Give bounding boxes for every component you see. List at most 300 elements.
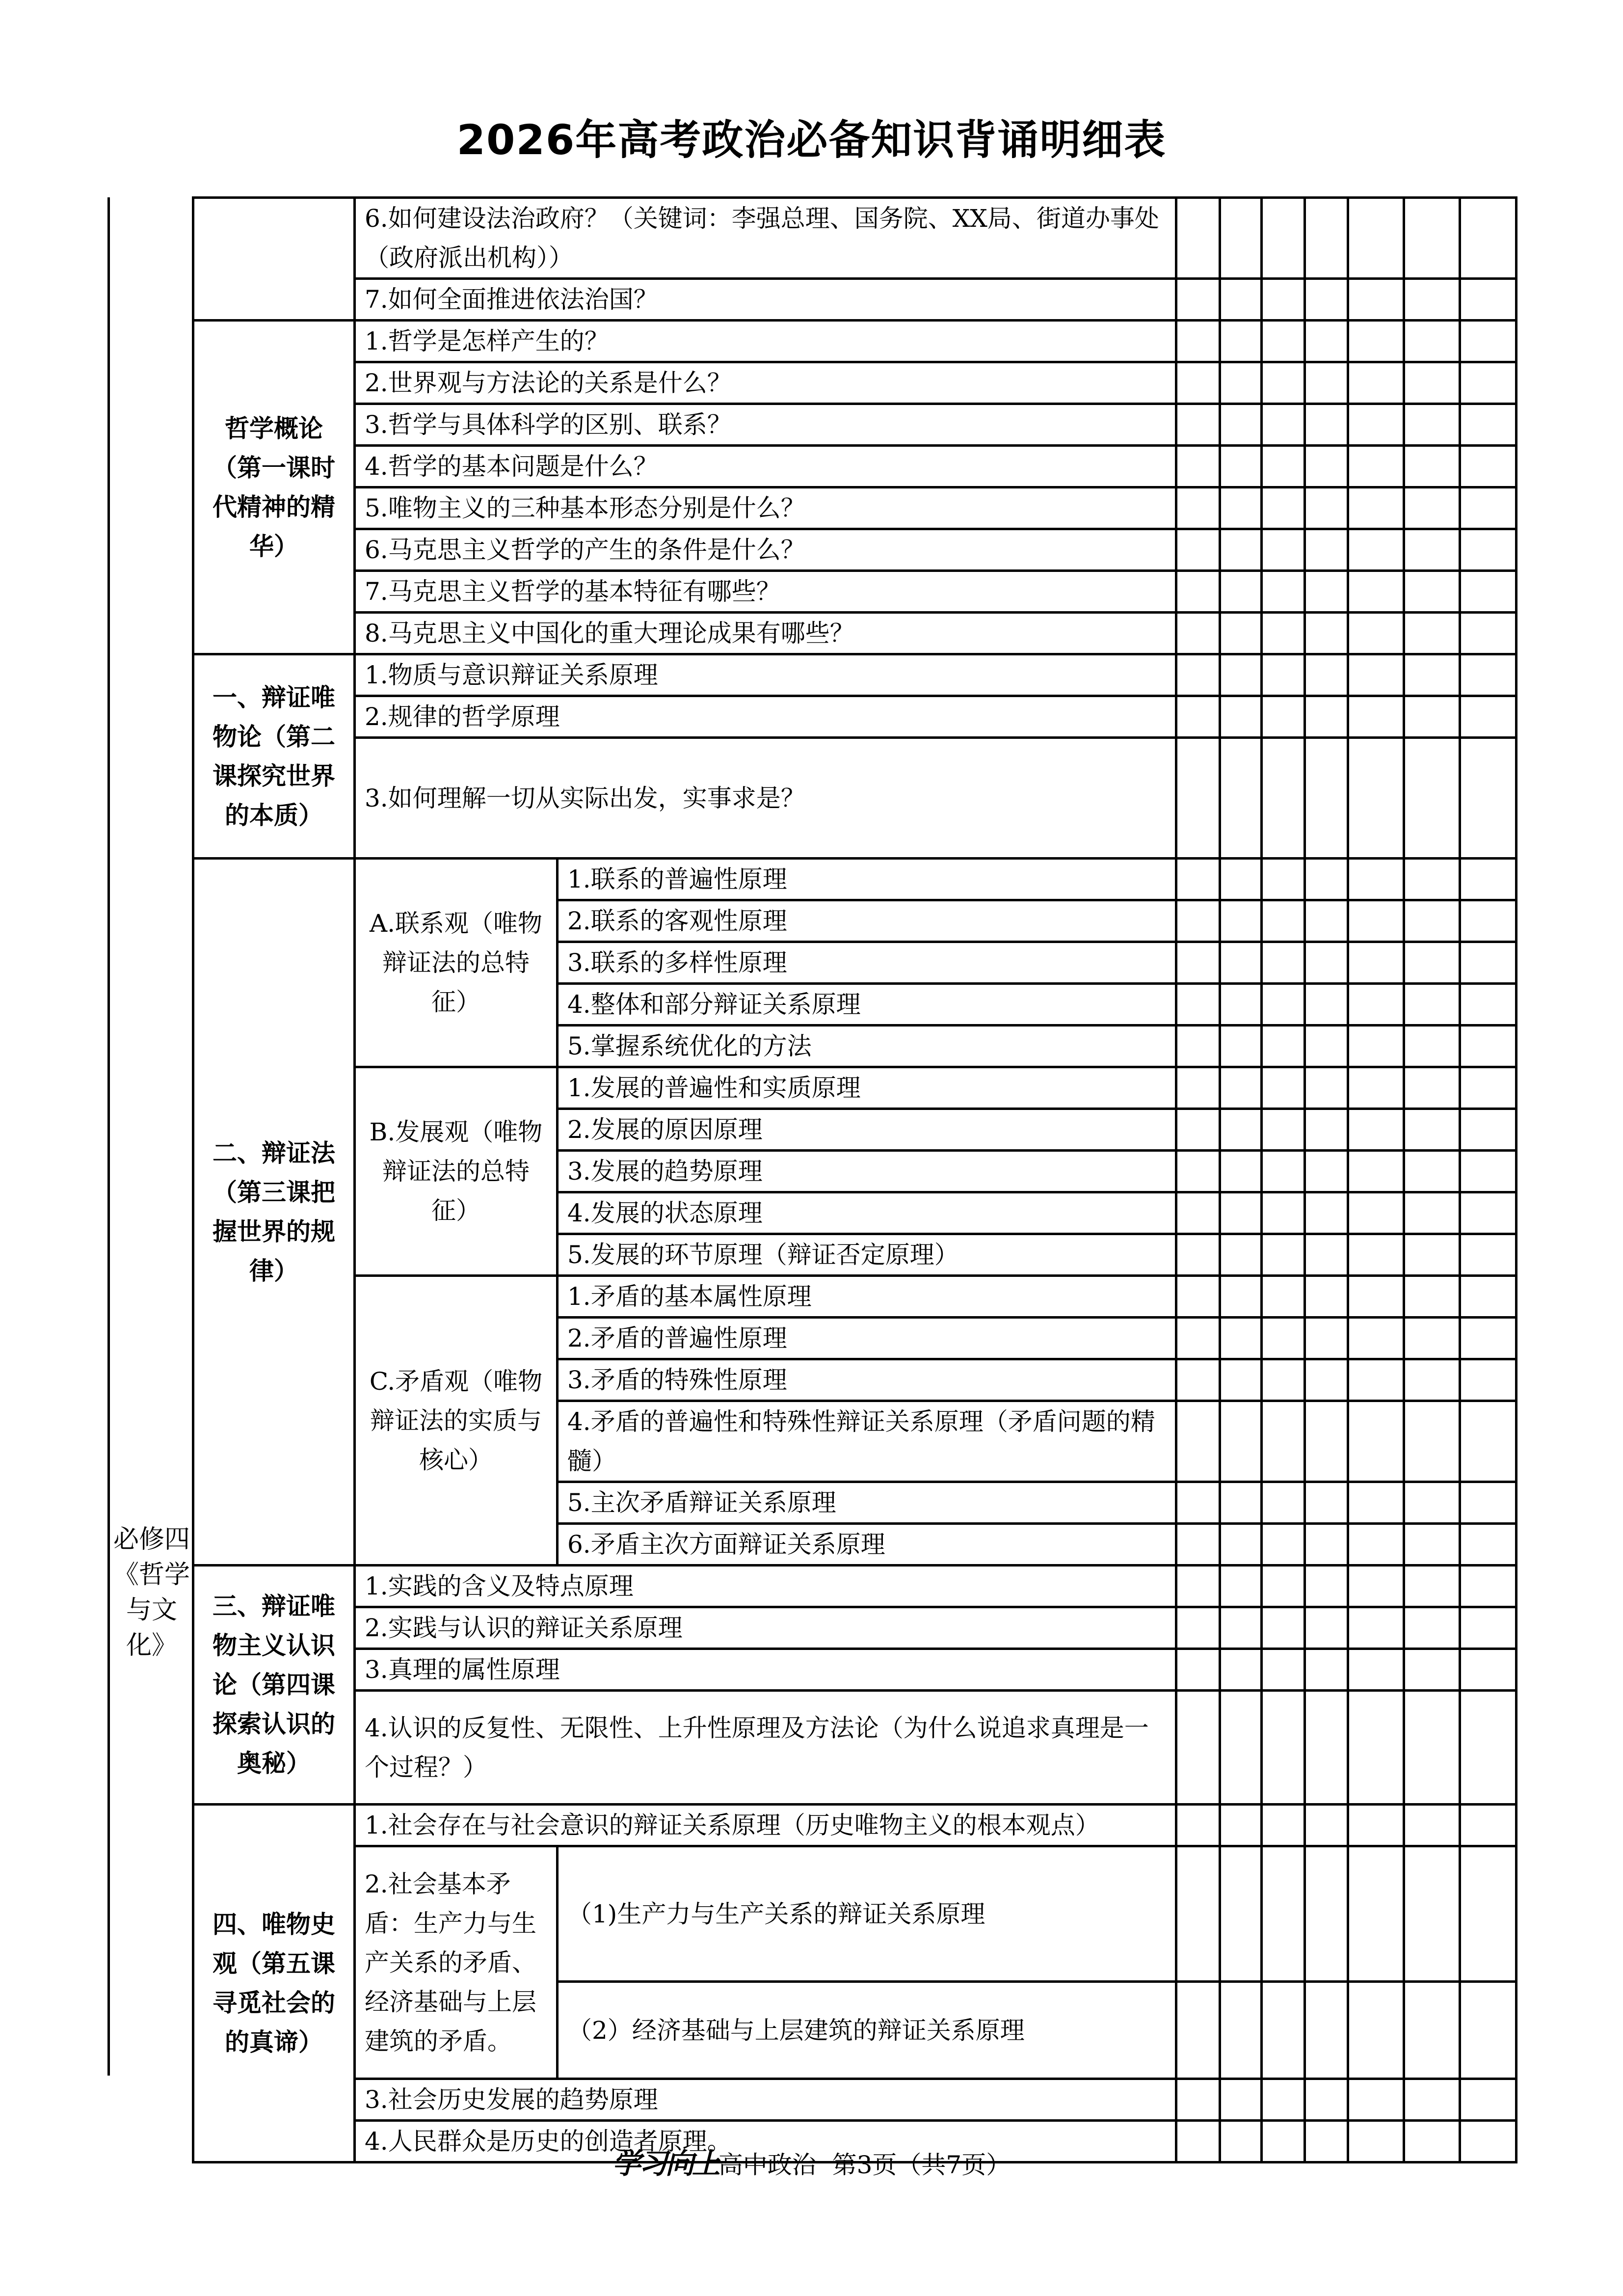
check-cell[interactable]	[1262, 654, 1305, 696]
check-cell[interactable]	[1348, 1846, 1404, 1982]
check-cell[interactable]	[1460, 487, 1517, 529]
module-label	[111, 1522, 192, 1663]
item-cell: 1.联系的普遍性原理	[558, 859, 1176, 900]
check-cell[interactable]	[1460, 696, 1517, 738]
check-cell[interactable]	[1460, 654, 1517, 696]
check-cell[interactable]	[1460, 1607, 1517, 1649]
check-cell[interactable]	[1262, 1276, 1305, 1318]
check-cell[interactable]	[1262, 1318, 1305, 1359]
check-cell[interactable]	[1262, 571, 1305, 613]
check-cell[interactable]	[1262, 279, 1305, 321]
check-cell[interactable]	[1220, 1276, 1262, 1318]
check-cell[interactable]	[1176, 859, 1220, 900]
check-cell[interactable]	[1220, 404, 1262, 446]
check-cell[interactable]	[1305, 446, 1348, 487]
check-cell[interactable]	[1262, 1482, 1305, 1524]
check-cell[interactable]	[1305, 1359, 1348, 1401]
check-cell[interactable]	[1305, 654, 1348, 696]
check-cell[interactable]	[1262, 1846, 1305, 1982]
check-cell[interactable]	[1176, 1846, 1220, 1982]
check-cell[interactable]	[1404, 1982, 1460, 2079]
check-cell[interactable]	[1220, 1607, 1262, 1649]
check-cell[interactable]	[1305, 696, 1348, 738]
check-cell[interactable]	[1348, 738, 1404, 859]
check-cell[interactable]	[1460, 738, 1517, 859]
check-cell[interactable]	[1262, 529, 1305, 571]
check-cell[interactable]	[1404, 654, 1460, 696]
check-cell[interactable]	[1460, 1566, 1517, 1607]
check-cell[interactable]	[1262, 446, 1305, 487]
check-cell[interactable]	[1176, 1318, 1220, 1359]
check-cell[interactable]	[1305, 1566, 1348, 1607]
check-cell[interactable]	[1305, 1026, 1348, 1067]
check-cell[interactable]	[1220, 2079, 1262, 2121]
check-cell[interactable]	[1404, 1234, 1460, 1276]
item-cell: 4.哲学的基本问题是什么？	[355, 446, 1176, 487]
check-cell[interactable]	[1460, 529, 1517, 571]
check-cell[interactable]	[1305, 487, 1348, 529]
check-cell[interactable]	[1262, 362, 1305, 404]
check-cell[interactable]	[1348, 2079, 1404, 2121]
check-cell[interactable]	[1262, 198, 1305, 279]
item-cell: 2.世界观与方法论的关系是什么？	[355, 362, 1176, 404]
check-cell[interactable]	[1460, 1151, 1517, 1192]
check-cell[interactable]	[1305, 1607, 1348, 1649]
check-cell[interactable]	[1348, 321, 1404, 362]
check-cell[interactable]	[1348, 859, 1404, 900]
check-cell[interactable]	[1220, 1691, 1262, 1805]
check-cell[interactable]	[1262, 1401, 1305, 1482]
check-cell[interactable]	[1176, 1026, 1220, 1067]
check-cell[interactable]	[1176, 738, 1220, 859]
check-cell[interactable]	[1176, 2079, 1220, 2121]
check-cell[interactable]	[1460, 1524, 1517, 1566]
check-cell[interactable]	[1348, 1359, 1404, 1401]
check-cell[interactable]	[1404, 1482, 1460, 1524]
check-cell[interactable]	[1220, 487, 1262, 529]
item-cell: 3.发展的趋势原理	[558, 1151, 1176, 1192]
item-cell: 4.矛盾的普遍性和特殊性辩证关系原理（矛盾问题的精髓）	[558, 1401, 1176, 1482]
check-cell[interactable]	[1220, 529, 1262, 571]
check-cell[interactable]	[1460, 900, 1517, 942]
check-cell[interactable]	[1348, 613, 1404, 654]
check-cell[interactable]	[1348, 1151, 1404, 1192]
check-cell[interactable]	[1220, 654, 1262, 696]
check-cell[interactable]	[1404, 1805, 1460, 1846]
check-cell[interactable]	[1348, 1401, 1404, 1482]
check-cell[interactable]	[1305, 900, 1348, 942]
item-cell: 2.矛盾的普遍性原理	[558, 1318, 1176, 1359]
check-cell[interactable]	[1262, 1607, 1305, 1649]
table-row	[193, 859, 1517, 900]
check-cell[interactable]	[1262, 1067, 1305, 1109]
check-cell[interactable]	[1460, 984, 1517, 1026]
check-cell[interactable]	[1176, 1276, 1220, 1318]
check-cell[interactable]	[1220, 1192, 1262, 1234]
check-cell[interactable]	[1404, 404, 1460, 446]
check-cell[interactable]	[1305, 1151, 1348, 1192]
check-cell[interactable]	[1262, 1691, 1305, 1805]
check-cell[interactable]	[1348, 1566, 1404, 1607]
check-cell[interactable]	[1460, 942, 1517, 984]
item-cell: （2）经济基础与上层建筑的辩证关系原理	[558, 1982, 1176, 2079]
item-cell: 4.整体和部分辩证关系原理	[558, 984, 1176, 1026]
check-cell[interactable]	[1404, 487, 1460, 529]
check-cell[interactable]	[1348, 1318, 1404, 1359]
check-cell[interactable]	[1348, 654, 1404, 696]
check-cell[interactable]	[1176, 1607, 1220, 1649]
check-cell[interactable]	[1220, 1566, 1262, 1607]
check-cell[interactable]	[1348, 1691, 1404, 1805]
check-cell[interactable]	[1176, 198, 1220, 279]
item-cell: 5.唯物主义的三种基本形态分别是什么？	[355, 487, 1176, 529]
module-label-text: 必修四《哲学与文化》	[113, 1525, 190, 1660]
section-cell-empty	[193, 198, 355, 321]
check-cell[interactable]	[1404, 529, 1460, 571]
check-cell[interactable]	[1262, 1026, 1305, 1067]
table-row	[193, 1649, 1517, 1691]
check-cell[interactable]	[1262, 1192, 1305, 1234]
check-cell[interactable]	[1460, 321, 1517, 362]
check-cell[interactable]	[1404, 1318, 1460, 1359]
check-cell[interactable]	[1404, 1846, 1460, 1982]
check-cell[interactable]	[1220, 1234, 1262, 1276]
check-cell[interactable]	[1220, 942, 1262, 984]
page-footer	[0, 2140, 1623, 2182]
check-cell[interactable]	[1220, 984, 1262, 1026]
item-cell: 2.规律的哲学原理	[355, 696, 1176, 738]
check-cell[interactable]	[1262, 1805, 1305, 1846]
check-cell[interactable]	[1404, 1691, 1460, 1805]
check-cell[interactable]	[1262, 613, 1305, 654]
check-cell[interactable]	[1348, 279, 1404, 321]
check-cell[interactable]	[1404, 738, 1460, 859]
check-cell[interactable]	[1460, 362, 1517, 404]
check-cell[interactable]	[1305, 1805, 1348, 1846]
check-cell[interactable]	[1348, 1026, 1404, 1067]
check-cell[interactable]	[1305, 404, 1348, 446]
table-row	[193, 654, 1517, 696]
check-cell[interactable]	[1460, 1318, 1517, 1359]
check-cell[interactable]	[1404, 1401, 1460, 1482]
item-cell: 5.发展的环节原理（辩证否定原理）	[558, 1234, 1176, 1276]
check-cell[interactable]	[1262, 1524, 1305, 1566]
check-cell[interactable]	[1348, 984, 1404, 1026]
check-cell[interactable]	[1262, 2079, 1305, 2121]
check-cell[interactable]	[1176, 321, 1220, 362]
check-cell[interactable]	[1262, 942, 1305, 984]
check-cell[interactable]	[1220, 738, 1262, 859]
check-cell[interactable]	[1176, 1566, 1220, 1607]
check-cell[interactable]	[1460, 1805, 1517, 1846]
check-cell[interactable]	[1348, 446, 1404, 487]
check-cell[interactable]	[1460, 404, 1517, 446]
table-row	[193, 696, 1517, 738]
check-cell[interactable]	[1348, 942, 1404, 984]
check-cell[interactable]	[1404, 1109, 1460, 1151]
check-cell[interactable]	[1404, 1067, 1460, 1109]
check-cell[interactable]	[1176, 696, 1220, 738]
check-cell[interactable]	[1305, 942, 1348, 984]
check-cell[interactable]	[1176, 900, 1220, 942]
check-cell[interactable]	[1262, 1982, 1305, 2079]
check-cell[interactable]	[1176, 1805, 1220, 1846]
check-cell[interactable]	[1404, 362, 1460, 404]
check-cell[interactable]	[1176, 1982, 1220, 2079]
check-cell[interactable]	[1176, 446, 1220, 487]
check-cell[interactable]	[1305, 529, 1348, 571]
check-cell[interactable]	[1404, 859, 1460, 900]
item-cell: 6.马克思主义哲学的产生的条件是什么？	[355, 529, 1176, 571]
check-cell[interactable]	[1176, 942, 1220, 984]
check-cell[interactable]	[1305, 1401, 1348, 1482]
check-cell[interactable]	[1460, 613, 1517, 654]
check-cell[interactable]	[1305, 362, 1348, 404]
check-cell[interactable]	[1404, 1192, 1460, 1234]
check-cell[interactable]	[1348, 362, 1404, 404]
check-cell[interactable]	[1460, 1276, 1517, 1318]
check-cell[interactable]	[1305, 1234, 1348, 1276]
check-cell[interactable]	[1262, 859, 1305, 900]
check-cell[interactable]	[1220, 1846, 1262, 1982]
item-cell: （1)生产力与生产关系的辩证关系原理	[558, 1846, 1176, 1982]
item-cell: 2.实践与认识的辩证关系原理	[355, 1607, 1176, 1649]
check-cell[interactable]	[1305, 1067, 1348, 1109]
check-cell[interactable]	[1404, 984, 1460, 1026]
check-cell[interactable]	[1262, 696, 1305, 738]
check-cell[interactable]	[1176, 1109, 1220, 1151]
check-cell[interactable]	[1460, 1067, 1517, 1109]
module-column-border	[107, 197, 110, 2076]
check-cell[interactable]	[1348, 1607, 1404, 1649]
check-cell[interactable]	[1305, 1649, 1348, 1691]
check-cell[interactable]	[1262, 984, 1305, 1026]
check-cell[interactable]	[1348, 696, 1404, 738]
check-cell[interactable]	[1176, 1151, 1220, 1192]
check-cell[interactable]	[1262, 1649, 1305, 1691]
check-cell[interactable]	[1305, 1276, 1348, 1318]
check-cell[interactable]	[1460, 1192, 1517, 1234]
check-cell[interactable]	[1305, 738, 1348, 859]
check-cell[interactable]	[1460, 859, 1517, 900]
table-row	[193, 529, 1517, 571]
check-cell[interactable]	[1348, 198, 1404, 279]
check-cell[interactable]	[1176, 1524, 1220, 1566]
check-cell[interactable]	[1348, 571, 1404, 613]
check-cell[interactable]	[1220, 900, 1262, 942]
table-row	[193, 1691, 1517, 1805]
check-cell[interactable]	[1262, 1151, 1305, 1192]
check-cell[interactable]	[1220, 1482, 1262, 1524]
check-cell[interactable]	[1176, 487, 1220, 529]
check-cell[interactable]	[1348, 1482, 1404, 1524]
check-cell[interactable]	[1220, 1401, 1262, 1482]
check-cell[interactable]	[1220, 198, 1262, 279]
check-cell[interactable]	[1220, 1805, 1262, 1846]
check-cell[interactable]	[1220, 1109, 1262, 1151]
check-cell[interactable]	[1176, 1234, 1220, 1276]
check-cell[interactable]	[1404, 446, 1460, 487]
check-cell[interactable]	[1404, 1649, 1460, 1691]
check-cell[interactable]	[1220, 279, 1262, 321]
item-cell: 3.联系的多样性原理	[558, 942, 1176, 984]
check-cell[interactable]	[1404, 900, 1460, 942]
check-cell[interactable]	[1348, 529, 1404, 571]
check-cell[interactable]	[1404, 2079, 1460, 2121]
check-cell[interactable]	[1305, 1318, 1348, 1359]
check-cell[interactable]	[1220, 1026, 1262, 1067]
check-cell[interactable]	[1176, 1192, 1220, 1234]
check-cell[interactable]	[1460, 1109, 1517, 1151]
check-cell[interactable]	[1460, 1649, 1517, 1691]
check-cell[interactable]	[1348, 1524, 1404, 1566]
check-cell[interactable]	[1305, 571, 1348, 613]
check-cell[interactable]	[1176, 529, 1220, 571]
check-cell[interactable]	[1220, 859, 1262, 900]
check-cell[interactable]	[1348, 1649, 1404, 1691]
table-row	[193, 1276, 1517, 1318]
check-cell[interactable]	[1460, 1359, 1517, 1401]
check-cell[interactable]	[1220, 1318, 1262, 1359]
check-cell[interactable]	[1305, 321, 1348, 362]
check-cell[interactable]	[1305, 279, 1348, 321]
check-cell[interactable]	[1262, 1109, 1305, 1151]
check-cell[interactable]	[1460, 1234, 1517, 1276]
check-cell[interactable]	[1404, 942, 1460, 984]
check-cell[interactable]	[1220, 613, 1262, 654]
check-cell[interactable]	[1348, 404, 1404, 446]
check-cell[interactable]	[1176, 1649, 1220, 1691]
check-cell[interactable]	[1220, 1982, 1262, 2079]
check-cell[interactable]	[1305, 1846, 1348, 1982]
check-cell[interactable]	[1305, 2079, 1348, 2121]
check-cell[interactable]	[1460, 279, 1517, 321]
check-cell[interactable]	[1220, 696, 1262, 738]
footer-subject: 高中政治	[718, 2151, 817, 2179]
check-cell[interactable]	[1348, 900, 1404, 942]
check-cell[interactable]	[1176, 1359, 1220, 1401]
check-cell[interactable]	[1220, 1151, 1262, 1192]
check-cell[interactable]	[1176, 613, 1220, 654]
check-cell[interactable]	[1176, 1691, 1220, 1805]
check-cell[interactable]	[1220, 1649, 1262, 1691]
check-cell[interactable]	[1404, 1151, 1460, 1192]
check-cell[interactable]	[1404, 279, 1460, 321]
check-cell[interactable]	[1404, 1566, 1460, 1607]
item-cell: 2.发展的原因原理	[558, 1109, 1176, 1151]
check-cell[interactable]	[1305, 198, 1348, 279]
item-cell: 1.社会存在与社会意识的辩证关系原理（历史唯物主义的根本观点）	[355, 1805, 1176, 1846]
check-cell[interactable]	[1460, 198, 1517, 279]
check-cell[interactable]	[1348, 1982, 1404, 2079]
check-cell[interactable]	[1404, 321, 1460, 362]
check-cell[interactable]	[1305, 1982, 1348, 2079]
check-cell[interactable]	[1404, 1524, 1460, 1566]
check-cell[interactable]	[1404, 571, 1460, 613]
check-cell[interactable]	[1262, 487, 1305, 529]
check-cell[interactable]	[1305, 984, 1348, 1026]
check-cell[interactable]	[1460, 2079, 1517, 2121]
check-cell[interactable]	[1348, 1067, 1404, 1109]
check-cell[interactable]	[1220, 446, 1262, 487]
check-cell[interactable]	[1262, 321, 1305, 362]
check-cell[interactable]	[1460, 1982, 1517, 2079]
check-cell[interactable]	[1176, 1401, 1220, 1482]
check-cell[interactable]	[1176, 404, 1220, 446]
check-cell[interactable]	[1176, 1067, 1220, 1109]
check-cell[interactable]	[1262, 1359, 1305, 1401]
item-cell: 6.矛盾主次方面辩证关系原理	[558, 1524, 1176, 1566]
check-cell[interactable]	[1460, 446, 1517, 487]
check-cell[interactable]	[1305, 1109, 1348, 1151]
check-cell[interactable]	[1348, 1276, 1404, 1318]
check-cell[interactable]	[1348, 1192, 1404, 1234]
check-cell[interactable]	[1262, 900, 1305, 942]
check-cell[interactable]	[1305, 1192, 1348, 1234]
check-cell[interactable]	[1305, 1524, 1348, 1566]
section-label: 一、辩证唯物论（第二课探究世界的本质）	[193, 654, 355, 859]
item-cell: 3.哲学与具体科学的区别、联系？	[355, 404, 1176, 446]
check-cell[interactable]	[1348, 1805, 1404, 1846]
check-cell[interactable]	[1460, 1482, 1517, 1524]
check-cell[interactable]	[1220, 321, 1262, 362]
check-cell[interactable]	[1262, 738, 1305, 859]
check-cell[interactable]	[1305, 1691, 1348, 1805]
check-cell[interactable]	[1176, 654, 1220, 696]
check-cell[interactable]	[1460, 1691, 1517, 1805]
check-cell[interactable]	[1176, 362, 1220, 404]
check-cell[interactable]	[1305, 859, 1348, 900]
check-cell[interactable]	[1176, 571, 1220, 613]
section-label: 三、辩证唯物主义认识论（第四课探索认识的奥秘）	[193, 1566, 355, 1805]
check-cell[interactable]	[1176, 984, 1220, 1026]
check-cell[interactable]	[1404, 1026, 1460, 1067]
check-cell[interactable]	[1262, 404, 1305, 446]
check-cell[interactable]	[1404, 696, 1460, 738]
table-row	[193, 321, 1517, 362]
check-cell[interactable]	[1348, 487, 1404, 529]
check-cell[interactable]	[1220, 571, 1262, 613]
check-cell[interactable]	[1404, 613, 1460, 654]
check-cell[interactable]	[1404, 1607, 1460, 1649]
check-cell[interactable]	[1262, 1234, 1305, 1276]
check-cell[interactable]	[1305, 1482, 1348, 1524]
check-cell[interactable]	[1460, 571, 1517, 613]
check-cell[interactable]	[1460, 1846, 1517, 1982]
check-cell[interactable]	[1460, 1401, 1517, 1482]
group-label: C.矛盾观（唯物辩证法的实质与核心）	[355, 1276, 558, 1566]
brand-logo: 学习向上	[612, 2147, 718, 2180]
item-cell: 3.如何理解一切从实际出发，实事求是？	[355, 738, 1176, 859]
check-cell[interactable]	[1305, 613, 1348, 654]
check-cell[interactable]	[1220, 1359, 1262, 1401]
check-cell[interactable]	[1404, 1359, 1460, 1401]
check-cell[interactable]	[1220, 362, 1262, 404]
check-cell[interactable]	[1220, 1067, 1262, 1109]
check-cell[interactable]	[1176, 279, 1220, 321]
check-cell[interactable]	[1348, 1109, 1404, 1151]
group-label: A.联系观（唯物辩证法的总特征）	[355, 859, 558, 1067]
check-cell[interactable]	[1460, 1026, 1517, 1067]
check-cell[interactable]	[1348, 1234, 1404, 1276]
check-cell[interactable]	[1176, 1482, 1220, 1524]
check-cell[interactable]	[1404, 1276, 1460, 1318]
check-cell[interactable]	[1220, 1524, 1262, 1566]
check-cell[interactable]	[1262, 1566, 1305, 1607]
item-cell: 4.发展的状态原理	[558, 1192, 1176, 1234]
check-cell[interactable]	[1404, 198, 1460, 279]
table-row	[193, 487, 1517, 529]
